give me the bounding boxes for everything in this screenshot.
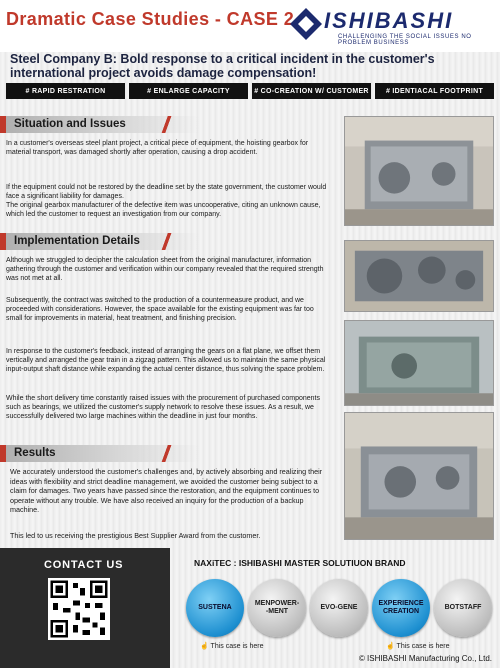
logo-tagline: CHALLENGING THE SOCIAL ISSUES NO PROBLEM BUSINESS [338,34,472,46]
section-heading-situation [0,116,200,133]
circle-menpowerment[interactable]: MENPOWER- -MENT [248,579,306,637]
section-heading-text: Implementation Details [14,235,140,247]
copyright: © ISHIBASHI Manufacturing Co., Ltd. [358,654,492,663]
situation-paragraph-1: In a customer's overseas steel plant project, a critical piece of equipment, the hoisting gearbox for material transport, was damaged shortly after operation, causing a drop accident. [6,140,309,156]
case-note-text: This case is here [210,643,264,650]
case-note-experience [386,642,449,650]
accent-slash-icon [158,116,176,133]
gearbox-photo-1 [344,116,494,226]
tag-enlarge-capacity: # ENLARGE CAPACITY [129,83,248,99]
gearbox-photo-3 [344,320,494,406]
brand-title: NAXiTEC : ISHIBASHI MASTER SOLUTIUON BRAND [194,558,406,568]
implementation-paragraph-4: While the short delivery time constantly raised issues with the procurement of purchased components such as bearings, we utilized the customer's supply network to resolve these issues. As a result, we successfully delivered two large machines within the deadline in just four months. [6,395,320,420]
pointing-hand-icon: ☝ [200,643,209,650]
section-heading-implementation [0,233,200,250]
qr-code-icon[interactable] [48,578,110,640]
case-headline: Steel Company B: Bold response to a critical incident in the customer's international project avoids damage compensation! [10,52,435,80]
section-heading-text: Situation and Issues [14,118,126,130]
brand-solution-circles [186,579,496,637]
tag-co-creation: # CO-CREATION W/ CUSTOMER [252,83,371,99]
accent-slash-icon [158,445,176,462]
situation-paragraph-2: If the equipment could not be restored by the deadline set by the state government, the customer would face a significant liability for damages. The original gearbox manufacturer of the defective item was uncooperative, citing an unknown cause, which led the customer to request an investigation from our company. [6,184,327,218]
logo-mark-icon [286,6,326,42]
gearbox-photo-2 [344,240,494,312]
section-heading-text: Results [14,447,56,459]
implementation-paragraph-2: Subsequently, the contract was switched to the production of a countermeasure product, and we proceeded with considerations. However, the space available for the existing equipment was far too small for improvements in material, heat treatment, and finishing precision. [6,297,314,322]
section-heading-results [0,445,200,462]
contact-title: CONTACT US [44,559,124,571]
page-title: Dramatic Case Studies - CASE 2 [6,9,295,29]
header [0,0,500,52]
logo-word: ISHIBASHI [324,8,454,33]
circle-evo-gene[interactable]: EVO-GENE [310,579,368,637]
gearbox-photo-4 [344,412,494,540]
ishibashi-logo [286,6,486,46]
accent-slash-icon [158,233,176,250]
case-note-sustena [200,642,263,650]
case-note-text: This case is here [396,643,450,650]
circle-botstaff[interactable]: BOTSTAFF [434,579,492,637]
implementation-paragraph-1: Although we struggled to decipher the calculation sheet from the original manufacturer, information gathering through the customer and verification within our company revealed that the required strength was not met at all. [6,257,324,282]
circle-experience-creation[interactable]: EXPERIENCE CREATION [372,579,430,637]
implementation-paragraph-3: In response to the customer's feedback, instead of arranging the gears on a flat plane, we offset them vertically and arranged the gear train in a zigzag pattern. This allowed us to maintain the same physical input-output shaft distance while expanding the actual center distance, thus solving the space problem. [6,348,326,373]
circle-sustena[interactable]: SUSTENA [186,579,244,637]
pointing-hand-icon: ☝ [386,643,395,650]
tag-rapid-restoration: # RAPID RESTRATION [6,83,125,99]
results-paragraph-2: This led to us receiving the prestigious Best Supplier Award from the customer. [10,531,261,540]
tag-identical-footprint: # IDENTIACAL FOOTPRINT [375,83,494,99]
hashtag-bar [6,83,494,99]
results-paragraph-1: We accurately understood the customer's challenges and, by actively absorbing and realizing their ideas with flexibility and strict deadline management, we avoided the customer being subject to a claim for damages. Two years have passed since the restoration, and the equipment continues to operate without any trouble. We have also received an inquiry for the production of a backup machine. [10,467,323,514]
